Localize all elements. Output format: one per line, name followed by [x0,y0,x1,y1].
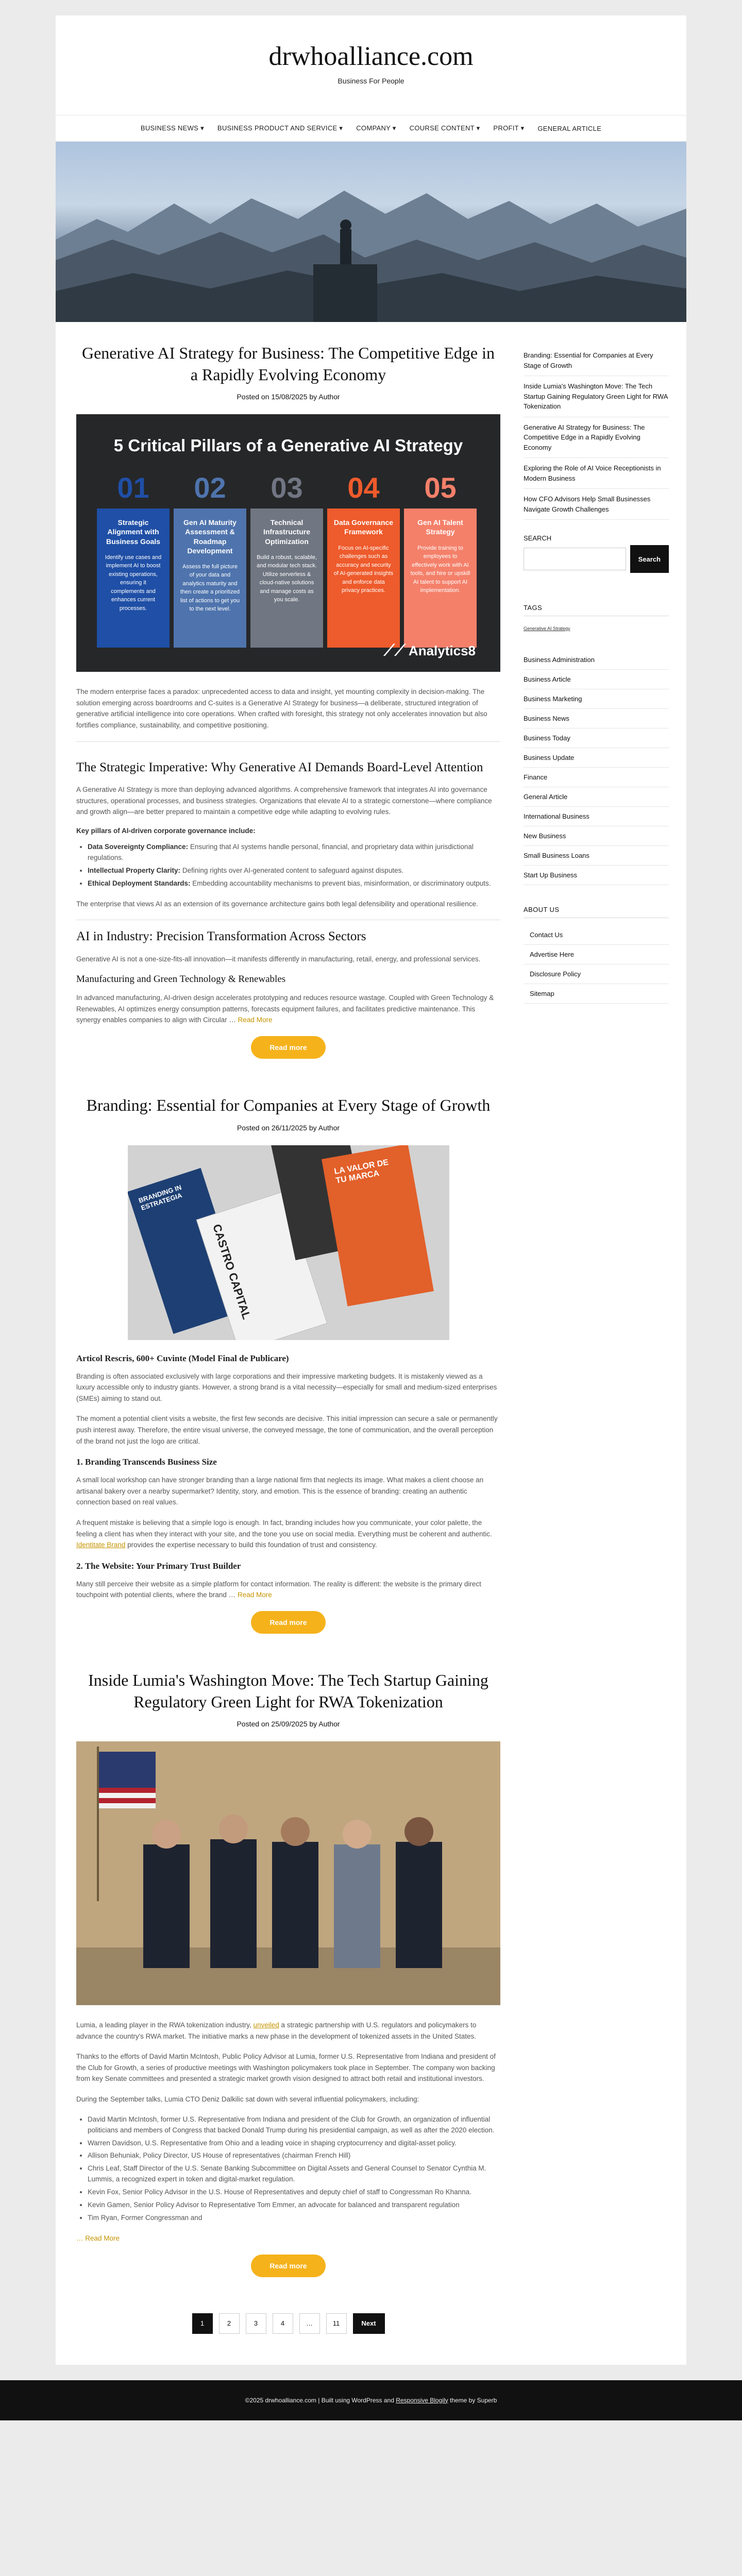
read-more-wrap [76,2255,500,2277]
category-link[interactable]: General Article [524,787,669,807]
list-item: • Kevin Fox, Senior Policy Advisor in the U.S. House of Representatives and deputy chief of staff to Congressman Ro Khanna. [88,2187,500,2198]
pillar-name: Data Governance Framework [333,518,394,536]
branding-books-image [128,1145,449,1340]
post-author[interactable]: Author [318,1123,340,1132]
pillar-number: 03 [271,471,303,504]
pillar-box [97,509,170,648]
search-heading: SEARCH [524,534,552,542]
policymakers-list [88,2114,500,2224]
post-subtitle: Articol Rescris, 600+ Cuvinte (Model Final de Publicare) [76,1353,289,1363]
category-link[interactable]: International Business [524,807,669,826]
search-button[interactable]: Search [630,545,669,573]
chevron-down-icon: ▾ [339,124,343,132]
book-orange: LA VALOR DE TU MARCA [322,1145,434,1307]
post-author[interactable]: Author [318,1720,340,1728]
page-2[interactable]: 2 [219,2313,240,2334]
nav-course-content[interactable]: COURSE CONTENT ▾ [409,124,480,132]
book-blue: BRANDING IN ESTRATEGIA [128,1168,247,1334]
post-generative-ai [76,343,500,1059]
category-link[interactable]: Business Article [524,670,669,689]
category-link[interactable]: Business News [524,709,669,728]
meta-by: by [309,1720,317,1728]
brand-name: Analytics8 [408,642,476,658]
list-item: • Data Sovereignty Compliance: Ensuring that AI systems handle personal, financial, and proprietary data within jurisdictional regulations. [88,842,500,863]
list-item: • Intellectual Property Clarity: Defining rights over AI-generated content to safeguard against disputes. [88,866,500,876]
post-subheading: 1. Branding Transcends Business Size [76,1457,217,1467]
category-link[interactable]: Business Marketing [524,689,669,709]
book-white: CASTRO CAPITAL [196,1191,327,1340]
group-photo [76,1741,500,2005]
category-link[interactable]: Start Up Business [524,866,669,885]
identitate-brand-link[interactable]: Identitate Brand [76,1541,126,1549]
category-link[interactable]: Business Administration [524,650,669,670]
page-11[interactable]: 11 [326,2313,347,2334]
theme-link[interactable]: Responsive Blogily [396,2396,448,2404]
meta-by: by [309,393,317,401]
categories-widget [524,650,669,885]
read-more-link[interactable]: Read More [238,1016,273,1024]
pillar-box [404,509,477,648]
recent-post-link[interactable]: Branding: Essential for Companies at Every Stage of Growth [524,345,669,376]
pillar-description: Provide training to employees to effectively work with AI tools, and hire or upskill AI talent to support AI implementation. [410,545,470,594]
pillar-name: Technical Infrastructure Optimization [263,518,311,546]
pillar-box [250,509,323,648]
list-item: • David Martin McIntosh, former U.S. Representative from Indiana and president of the Club for Growth, an organization of influential politicians and members of Congress that backed Donald Trump during his presidential campaign, as well as after the 2020 election. [88,2114,500,2136]
post-paragraph: Branding is often associated exclusively with large corporations and their impressive marketing budgets. It is mistakenly viewed as a luxury accessible only to industry giants. However, a strong brand is a vital necessity—especially for small and medium-sized enterprises (SMEs) aiming to stand out. [76,1372,497,1402]
group-photo-scene [76,1741,500,2005]
recent-posts [524,345,669,520]
recent-post-link[interactable]: Inside Lumia's Washington Move: The Tech Startup Gaining Regulatory Green Light for RWA Tokenization [524,376,669,417]
pillar-box [327,509,400,648]
analytics8-mark-icon: ⟋⟋ [383,642,406,659]
pillar-description: Build a robust, scalable, and modular tech stack. Utilize serverless & cloud-native solutions and manage costs as you scale. [257,554,317,603]
post-paragraph: A Generative AI Strategy is more than deploying advanced algorithms. A comprehensive framework that integrates AI into governance structures, operational processes, and business strategies. Organizations that elevate AI to a strategic cornerstone—where compliance and growth align—are better prepared to maintain a competitive edge while adapting to evolving rules. [76,786,492,816]
about-link-contact[interactable]: Contact Us [524,925,669,945]
unveiled-link[interactable]: unveiled [253,2021,279,2029]
read-more-link[interactable]: Read More [237,1591,272,1599]
list-item: • Allison Behuniak, Policy Director, US House of representatives (chairman French Hill) [88,2150,500,2161]
post-paragraph: During the September talks, Lumia CTO Deniz Dalkilic sat down with several influential policymakers, including: [76,2095,419,2104]
page-wrapper [56,15,686,2365]
category-link[interactable]: Small Business Loans [524,846,669,866]
divider [76,741,500,742]
list-item: • Tim Ryan, Former Congressman and [88,2213,500,2224]
pillar-column [174,471,246,648]
analytics8-logo [384,642,476,659]
sidebar [524,343,669,2334]
read-more-link[interactable]: … Read More [76,2234,120,2242]
post-heading: AI in Industry: Precision Transformation Across Sectors [76,929,366,944]
about-heading: ABOUT US [524,906,669,918]
post-meta [76,1720,500,1728]
post-subheading: Manufacturing and Green Technology & Renewables [76,974,286,985]
post-paragraph: Lumia, a leading player in the RWA tokenization industry, unveiled a strategic partnership with U.S. regulators and policymakers to advance the country's RWA market. The initiative marks a new phase in the development of tokenized assets in the United States. [76,2021,477,2040]
site-title[interactable]: drwhoalliance.com [268,42,474,71]
post-meta [76,1124,500,1132]
pillar-name: Gen AI Maturity Assessment & Roadmap Development [183,518,237,555]
post-paragraph: A frequent mistake is believing that a simple logo is enough. In fact, branding includes how you communicate, your color palette, the feeling a client has when they interact with your site, and the tone you use on social media. Everything must be coherent and authentic. Identitate Brand provides the expertise necessary to build this foundation of trust and consistency. [76,1518,492,1549]
main-column [76,343,500,2334]
read-more-button[interactable]: Read more [251,1036,325,1059]
read-more-button[interactable]: Read more [251,2255,325,2277]
about-widget [524,906,669,1004]
pillar-number: 02 [194,471,226,504]
pillar-columns [97,471,480,648]
chevron-down-icon: ▾ [200,124,204,132]
chevron-down-icon: ▾ [392,124,396,132]
post-paragraph: A small local workshop can have stronger branding than a large national firm that neglects its image. What makes a client choose an artisanal bakery over a nearby supermarket? Identity, story, and emotion. This is the essence of branding: creating an authentic connection based on real values. [76,1476,484,1506]
infographic-title: 5 Critical Pillars of a Generative AI Strategy [113,436,463,455]
pillar-name: Gen AI Talent Strategy [417,518,463,536]
meta-prefix: Posted on [237,393,269,401]
key-pillars-label: Key pillars of AI-driven corporate governance include: [76,826,256,835]
post-author[interactable]: Author [318,393,340,401]
about-link-disclosure[interactable]: Disclosure Policy [524,964,669,984]
post-paragraph: The moment a potential client visits a website, the first few seconds are decisive. This initial impression can secure a sale or permanently push interest away. Therefore, the entire visual universe, the conveyed message, the tone of communication, and the overall perception of the brand not just the logo are critical. [76,1415,498,1445]
mountain-landscape [56,142,686,322]
read-more-wrap [76,1611,500,1634]
nav-profit[interactable]: PROFIT ▾ [493,124,525,132]
hero-mountain-image [56,142,686,322]
post-lumia [76,1670,500,2277]
post-date[interactable]: 15/08/2025 [271,393,308,401]
pillar-number: 04 [347,471,380,504]
chevron-down-icon: ▾ [476,124,480,132]
post-title[interactable]: Inside Lumia's Washington Move: The Tech Startup Gaining Regulatory Green Light for RWA Tokenization [88,1670,488,1711]
chevron-down-icon: ▾ [520,124,525,132]
post-date[interactable]: 26/11/2025 [271,1123,307,1132]
post-excerpt-end: In advanced manufacturing, AI-driven design accelerates prototyping and reduces resource wastage. Coupled with Green Technology & Renewables, AI optimizes energy consumption patterns, forecasts equipment failures, and facilitates predictive maintenance. This synergy enables companies to align with Circular … Read More [76,994,494,1024]
page-4[interactable]: 4 [273,2313,293,2334]
pillar-name: Strategic Alignment with Business Goals [106,518,161,546]
page-3[interactable]: 3 [246,2313,266,2334]
nav-business-news[interactable]: BUSINESS NEWS ▾ [140,124,204,132]
page-1[interactable]: 1 [192,2313,213,2334]
pillar-column [404,471,477,648]
pagination [76,2313,500,2334]
post-heading: The Strategic Imperative: Why Generative AI Demands Board-Level Attention [76,760,483,774]
category-link[interactable]: Business Today [524,728,669,748]
post-paragraph: The modern enterprise faces a paradox: unprecedented access to data and insight, yet mounting complexity in decision-making. The solution emerging across boardrooms and C-suites is a Generative AI Strategy for business—a deliberate, structured integration of generative artificial intelligence into core operations. When crafted with foresight, this strategy not only accelerates innovation but also fortifies compliance, sustainability, and competitive positioning. [76,688,487,729]
post-paragraph: Generative AI is not a one-size-fits-all innovation—it manifests differently in manufacturing, retail, energy, and professional services. [76,955,481,963]
pillar-column [327,471,400,648]
about-link-sitemap[interactable]: Sitemap [524,984,669,1004]
pillars-list [88,842,500,889]
pillar-number: 05 [424,471,457,504]
post-paragraph: Thanks to the efforts of David Martin McIntosh, Public Policy Advisor at Lumia, former U.S. Representative from Indiana and president of the Club for Growth, a series of productive meetings with Washington policymakers took place in September. The company won backing from key Senate committees and presented a strategic market growth vision designed to attract both retail and institutional investors. [76,2053,496,2083]
post-title[interactable]: Branding: Essential for Companies at Every Stage of Growth [86,1096,491,1114]
post-meta [76,393,500,401]
meta-by: by [309,1123,317,1132]
tags-widget [524,604,669,632]
search-input[interactable] [524,548,626,570]
category-link[interactable]: New Business [524,826,669,846]
pillars-infographic [76,414,500,672]
search-row [524,545,669,573]
nav-general-article[interactable]: GENERAL ARTICLE [537,124,602,132]
nav-business-product-service[interactable]: BUSINESS PRODUCT AND SERVICE ▾ [217,124,343,132]
category-link[interactable]: Business Update [524,748,669,768]
site-footer [0,2380,742,2420]
footer-text: ©2025 drwhoalliance.com | Built using WordPress and Responsive Blogily theme by Superb [245,2396,497,2404]
pillar-column [250,471,323,648]
list-item: • Ethical Deployment Standards: Embedding accountability mechanisms to prevent bias, misinformation, or discriminatory outputs. [88,878,500,889]
post-branding [76,1095,500,1634]
post-title[interactable]: Generative AI Strategy for Business: The Competitive Edge in a Rapidly Evolving Economy [81,344,495,384]
pillar-description: Focus on AI-specific challenges such as accuracy and security of AI-generated insights and enforce data privacy practices. [333,545,394,594]
recent-post-link[interactable]: Generative AI Strategy for Business: The Competitive Edge in a Rapidly Evolving Economy [524,417,669,459]
pillar-description: Identify use cases and implement AI to boost existing operations, ensuring it complements and enhances current processes. [105,554,162,612]
pillar-number: 01 [117,471,149,504]
meta-prefix: Posted on [237,1123,270,1132]
site-header [56,15,686,100]
meta-prefix: Posted on [237,1720,269,1728]
post-excerpt-end: Many still perceive their website as a simple platform for contact information. The reality is different: the website is the primary direct touchpoint with potential clients, where the brand … Read More [76,1580,481,1599]
nav-company[interactable]: COMPANY ▾ [356,124,396,132]
read-more-wrap [76,1036,500,1059]
post-subheading: 2. The Website: Your Primary Trust Builder [76,1561,241,1571]
post-date[interactable]: 25/09/2025 [271,1720,308,1728]
next-page-button[interactable]: Next [353,2313,385,2334]
post-paragraph: The enterprise that views AI as an extension of its governance architecture gains both legal defensibility and operational resilience. [76,900,478,908]
page-ellipsis: … [299,2313,320,2334]
site-tagline: Business For People [338,77,404,85]
recent-post-link[interactable]: How CFO Advisors Help Small Businesses Navigate Growth Challenges [524,489,669,520]
content-area [56,322,686,2365]
pillar-column [97,471,170,648]
tag-link[interactable]: Generative AI Strategy [524,626,570,631]
search-widget [524,534,669,573]
post-excerpt-end [76,2233,500,2244]
pillar-box [174,509,246,648]
list-item: • Warren Davidson, U.S. Representative from Ohio and a leading voice in shaping cryptocurrency and digital-asset policy. [88,2138,500,2149]
main-nav [56,115,686,142]
list-item: • Kevin Gamen, Senior Policy Advisor to Representative Tom Emmer, an advocate for balanced and transparent regulation [88,2200,500,2211]
recent-post-link[interactable]: Exploring the Role of AI Voice Receptionists in Modern Business [524,458,669,489]
list-item: • Chris Leaf, Staff Director of the U.S. Senate Banking Subcommittee on Digital Assets and General Counsel to Senator Cynthia M. Lummis, a recognized expert in token and digital-market regulation. [88,2163,500,2185]
about-link-advertise[interactable]: Advertise Here [524,945,669,964]
tags-heading: TAGS [524,604,669,616]
read-more-button[interactable]: Read more [251,1611,325,1634]
category-link[interactable]: Finance [524,768,669,787]
pillar-description: Assess the full picture of your data and analytics maturity and then create a prioritized list of actions to get you to the next level. [180,563,240,613]
